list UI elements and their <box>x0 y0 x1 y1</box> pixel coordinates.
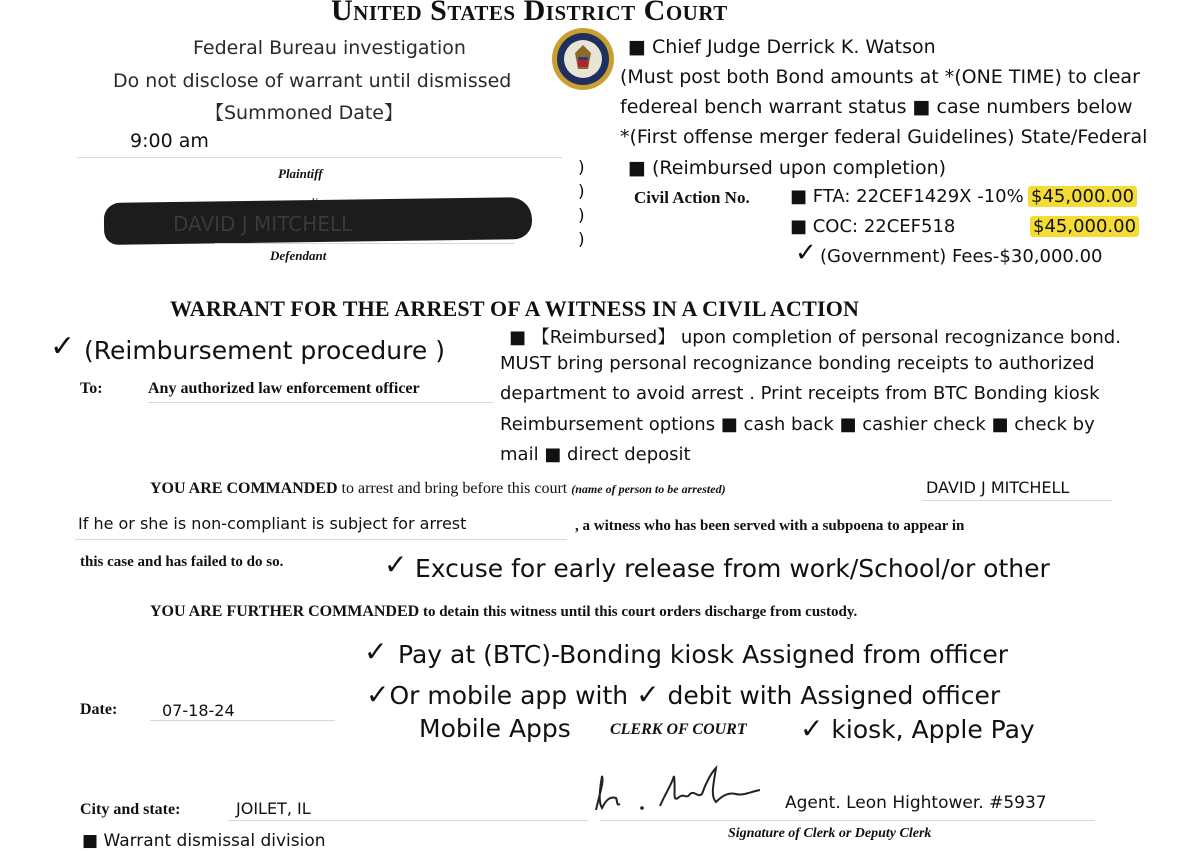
summoned-time: 9:00 am <box>130 130 209 152</box>
reimbursement-paragraph-line: mail ■ direct deposit <box>500 444 691 465</box>
arrest-name: DAVID J MITCHELL <box>926 478 1070 497</box>
failed-text: this case and has failed to do so. <box>80 554 284 570</box>
divider <box>77 157 562 158</box>
divider <box>600 820 1095 821</box>
divider <box>148 402 493 403</box>
court-title: United States District Court <box>331 0 728 27</box>
noncompliant-text: If he or she is non-compliant is subject for arrest <box>78 514 467 533</box>
divider <box>150 720 335 721</box>
debit-text: debit with Assigned officer <box>659 681 1001 710</box>
reimbursement-paragraph-line: department to avoid arrest . Print receipts from BTC Bonding kiosk <box>500 383 1100 404</box>
divider <box>75 539 567 540</box>
further-commanded-text: to detain this witness until this court orders discharge from custody. <box>419 604 858 620</box>
divider <box>215 243 515 244</box>
bond-note-line: ■ (Reimbursed upon completion) <box>628 157 947 179</box>
check-icon: ✓ <box>800 712 824 745</box>
plaintiff-label: Plaintiff <box>278 166 323 181</box>
commanded-note: (name of person to be arrested) <box>571 482 726 496</box>
warrant-title: WARRANT FOR THE ARREST OF A WITNESS IN A CIVIL ACTION <box>170 296 860 321</box>
nondisclosure-notice: Do not disclose of warrant until dismissed <box>113 70 512 92</box>
caption-bracket: ) <box>578 158 585 178</box>
kiosk-line <box>800 712 1035 745</box>
divider <box>922 500 1112 501</box>
check-icon: ✓ <box>364 635 388 668</box>
check-icon: ✓ <box>366 678 390 711</box>
to-recipient: Any authorized law enforcement officer <box>148 380 420 397</box>
reimbursement-paragraph-line: ■ 【Reimbursed】 upon completion of personal recognizance bond. <box>509 327 1121 348</box>
signature-label: Signature of Clerk or Deputy Clerk <box>728 826 932 841</box>
government-fees: (Government) Fees-$30,000.00 <box>820 246 1103 267</box>
dismissal-division: ■ Warrant dismissal division <box>82 831 326 851</box>
judge-line: ■ Chief Judge Derrick K. Watson <box>628 36 936 58</box>
divider <box>228 820 588 821</box>
caption-bracket: ) <box>578 230 585 250</box>
further-commanded-line <box>150 603 857 621</box>
defendant-name: DAVID J MITCHELL <box>173 212 353 236</box>
to-label: To: <box>80 380 103 397</box>
summoned-date-label: 【Summoned Date】 <box>205 102 403 124</box>
bureau-line: Federal Bureau investigation <box>193 37 466 59</box>
caption-bracket: ) <box>578 182 585 202</box>
further-commanded-heading: YOU ARE FURTHER COMMANDED <box>150 603 420 620</box>
excuse-text: Excuse for early release from work/School/or other <box>415 554 1050 583</box>
agent-name: Agent. Leon Hightower. #5937 <box>785 793 1047 813</box>
mobile-app-text: Or mobile app with <box>389 681 637 710</box>
reimbursement-procedure: (Reimbursement procedure ) <box>84 336 445 365</box>
defendant-label: Defendant <box>270 248 327 263</box>
city-state-value: JOILET, IL <box>236 799 311 818</box>
caption-bracket: ) <box>578 206 585 226</box>
civil-action-label: Civil Action No. <box>634 188 750 207</box>
fta-case-number: ■ FTA: 22CEF1429X -10% <box>790 186 1024 207</box>
commanded-line <box>150 480 726 498</box>
city-state-label: City and state: <box>80 801 181 818</box>
mobile-apps-text: Mobile Apps <box>419 714 571 743</box>
clerk-of-court-label: CLERK OF COURT <box>610 721 747 738</box>
commanded-heading: YOU ARE COMMANDED <box>150 480 338 497</box>
bond-note-line: *(First offense merger federal Guidelines) State/Federal <box>620 126 1148 148</box>
fta-amount: $45,000.00 <box>1028 186 1137 207</box>
check-icon: ✓ <box>795 238 817 268</box>
check-icon: ✓ <box>636 678 660 711</box>
witness-text: , a witness who has been served with a subpoena to appear in <box>575 518 965 534</box>
date-value: 07-18-24 <box>162 701 235 720</box>
check-icon: ✓ <box>50 329 76 364</box>
reimbursement-paragraph-line: MUST bring personal recognizance bonding receipts to authorized <box>500 353 1095 374</box>
bond-note-line: (Must post both Bond amounts at *(ONE TIME) to clear <box>620 66 1140 88</box>
reimbursement-paragraph-line: Reimbursement options ■ cash back ■ cashier check ■ check by <box>500 414 1095 435</box>
mobile-debit-line <box>366 678 1000 711</box>
doj-seal-icon <box>551 27 615 91</box>
check-icon: ✓ <box>384 548 408 581</box>
coc-amount: $45,000.00 <box>1030 216 1139 237</box>
bond-note-line: federeal bench warrant status ■ case numbers below <box>620 96 1133 118</box>
coc-case-number: ■ COC: 22CEF518 <box>790 216 956 237</box>
commanded-text: to arrest and bring before this court <box>337 480 572 497</box>
kiosk-apple-pay-text: kiosk, Apple Pay <box>823 715 1035 744</box>
date-label: Date: <box>80 701 118 718</box>
signature <box>590 762 780 822</box>
pay-instructions: Pay at (BTC)-Bonding kiosk Assigned from officer <box>398 640 1009 669</box>
